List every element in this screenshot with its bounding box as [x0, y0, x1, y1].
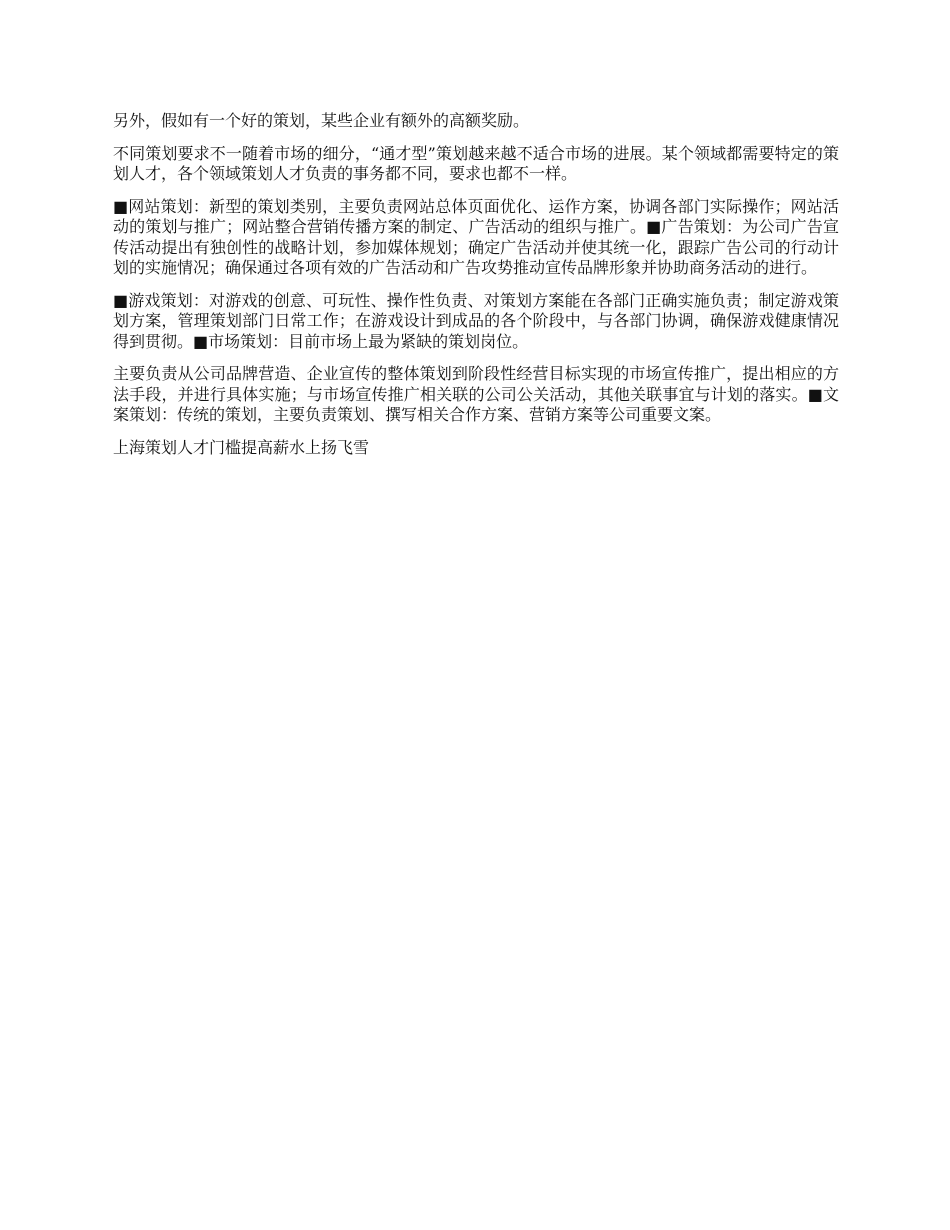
paragraph-specialization: 不同策划要求不一随着市场的细分，“通才型”策划越来越不适合市场的进展。某个领域都需要特定的策划人才，各个领域策划人才负责的事务都不同，要求也都不一样。 — [113, 143, 839, 183]
paragraph-bonus: 另外，假如有一个好的策划，某些企业有额外的高额奖励。 — [113, 111, 530, 130]
paragraph-market-copy-planning: 主要负责从公司品牌营造、企业宣传的整体策划到阶段性经营目标实现的市场宣传推广，提出相应的方法手段，并进行具体实施；与市场宣传推广相关联的公司公关活动，其他关联事宜与计划的落实。■文案策划：传统的策划，主要负责策划、撰写相关合作方案、营销方案等公司重要文案。 — [113, 364, 839, 424]
paragraph-game-market-planning: ■游戏策划：对游戏的创意、可玩性、操作性负责、对策划方案能在各部门正确实施负责；制定游戏策划方案，管理策划部门日常工作；在游戏设计到成品的各个阶段中，与各部门协调，确保游戏健康情况得到贯彻。■市场策划：目前市场上最为紧缺的策划岗位。 — [113, 290, 839, 351]
document-body — [113, 111, 839, 470]
paragraph-web-ad-planning: ■网站策划：新型的策划类别，主要负责网站总体页面优化、运作方案，协调各部门实际操作；网站活动的策划与推广；网站整合营销传播方案的制定、广告活动的组织与推广。■广告策划：为公司广告宣传活动提出有独创性的战略计划，参加媒体规划；确定广告活动并使其统一化，跟踪广告公司的行动计划的实施情况；确保通过各项有效的广告活动和广告攻势推动宣传品牌形象并协助商务活动的进行。 — [113, 196, 839, 277]
paragraph-closing-title: 上海策划人才门槛提高薪水上扬飞雪 — [113, 437, 370, 457]
